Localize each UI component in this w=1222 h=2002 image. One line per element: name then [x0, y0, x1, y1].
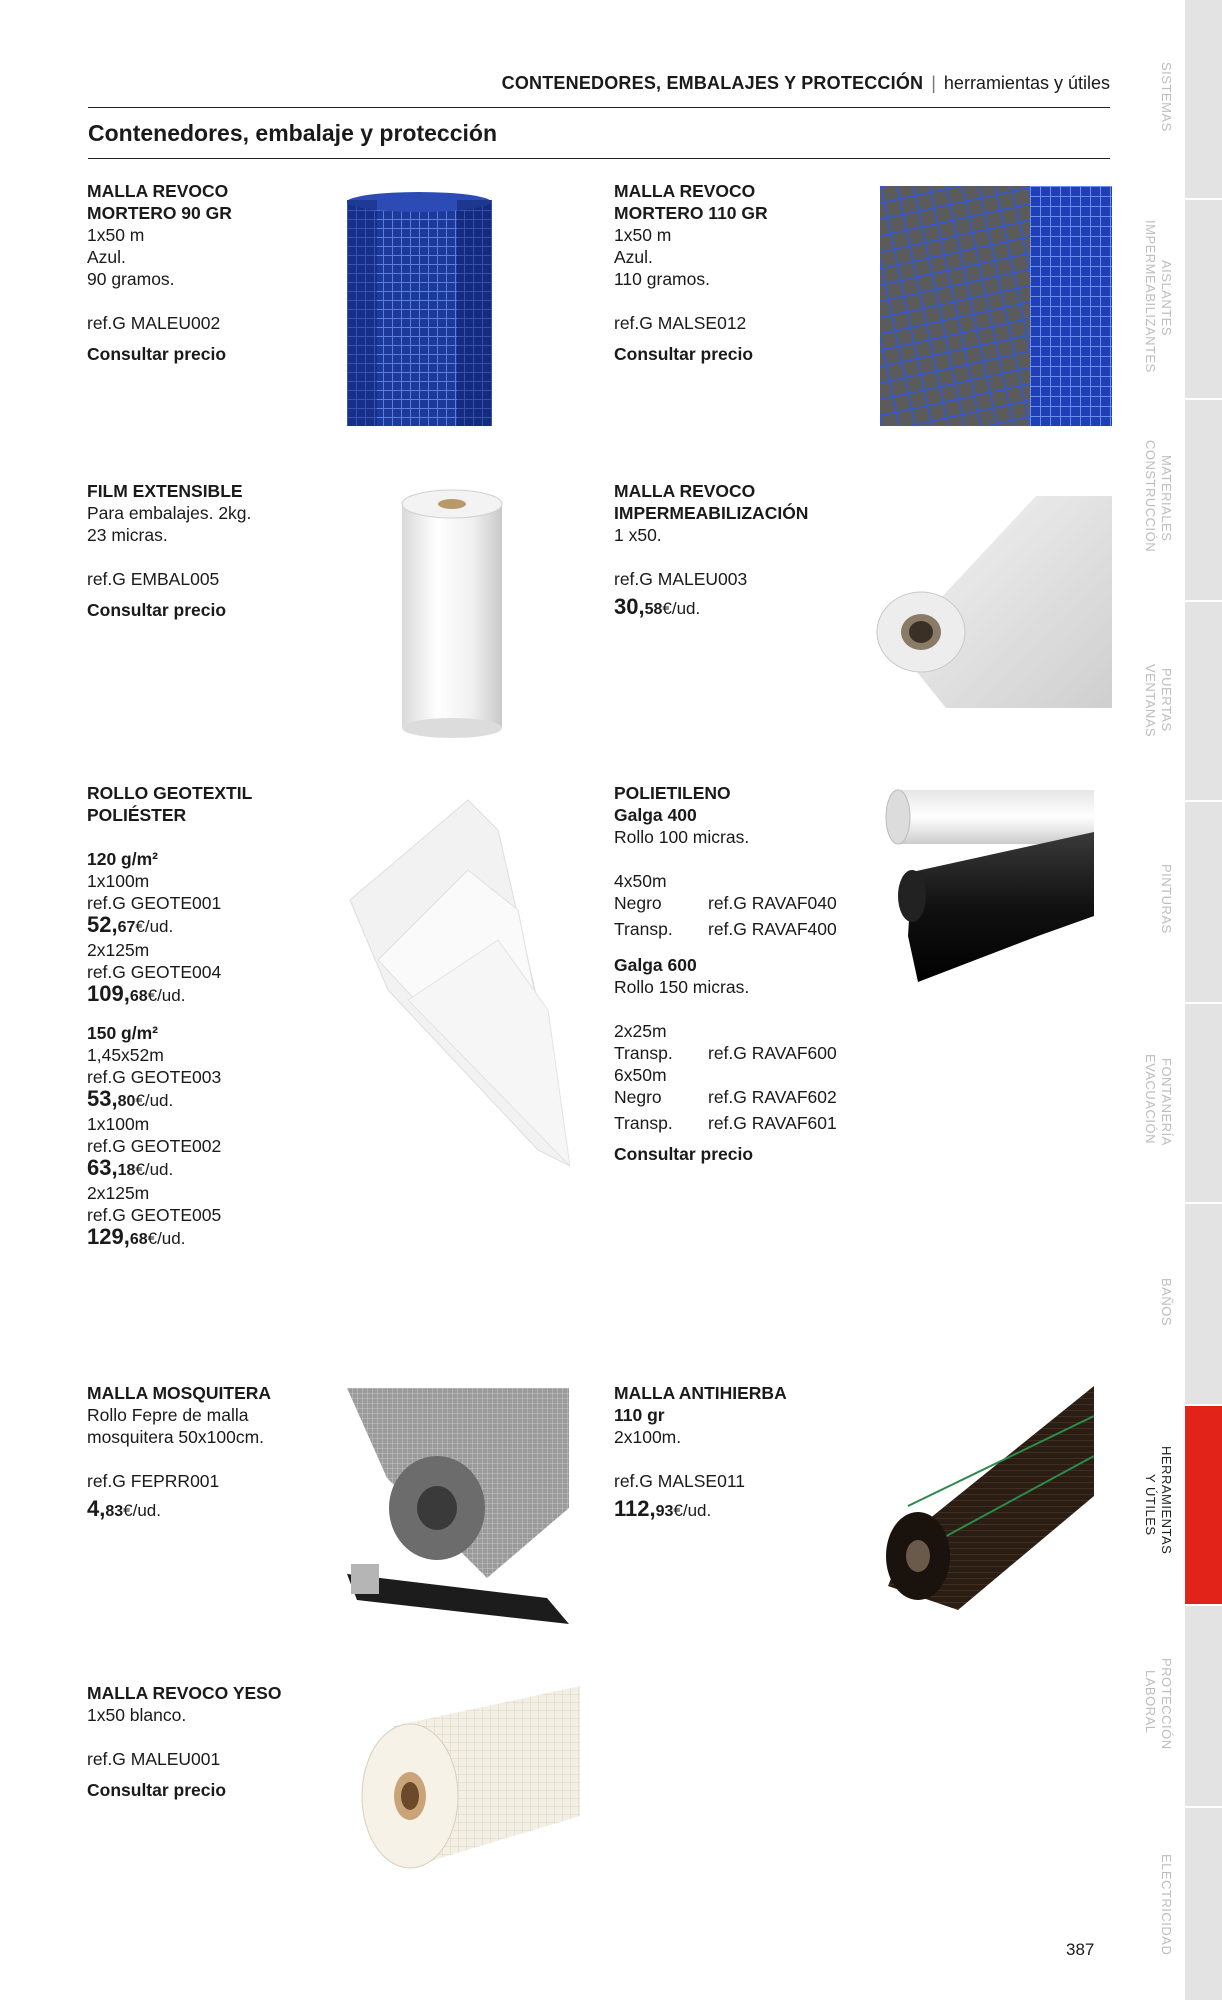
mosquito-net-roll-image — [347, 1388, 569, 1628]
tab-label: LABORAL — [1143, 1670, 1158, 1734]
tab-puertas[interactable] — [1185, 602, 1222, 802]
tab-banos[interactable] — [1185, 1204, 1222, 1406]
title-rule — [88, 158, 1110, 159]
product-ref: ref.G MALSE011 — [614, 1471, 745, 1491]
section-title: Contenedores, embalaje y protección — [88, 120, 498, 146]
product-ref: ref.G MALEU002 — [87, 313, 221, 333]
polyethylene-rolls-image — [878, 786, 1094, 984]
product-malla-antihierba: MALLA ANTIHIERBA 110 gr 2x100m. ref.G MALSE011 112,93€/ud. — [614, 1383, 787, 1521]
tab-label: BAÑOS — [1159, 1278, 1174, 1327]
product-price: 53,80€/ud. — [87, 1086, 174, 1111]
running-header: CONTENEDORES, EMBALAJES Y PROTECCIÓN | herramientas y útiles — [501, 73, 1110, 93]
product-rollo-geotextil: ROLLO GEOTEXTIL POLIÉSTER 120 g/m² 1x100m ref.G GEOTE001 52,67€/ud. 2x125m ref.G GEOTE004 109,68€/ud. 150 g/m² 1,45x52m ref.G GEOTE003 53,80€/ud. 1x100m ref.G GEOTE002 63,18€/ud. 2x125m ref.G GEOTE005 129,68€/ud. — [87, 783, 253, 1249]
tab-label: AISLANTES — [1159, 260, 1174, 337]
weed-barrier-roll-image — [878, 1386, 1094, 1610]
price-link[interactable]: Consultar precio — [87, 344, 227, 364]
chapter-tabs — [1185, 0, 1222, 2000]
white-mesh-roll-image — [354, 1686, 580, 1882]
tab-materiales[interactable] — [1185, 400, 1222, 602]
product-price: 30,58€/ud. — [614, 594, 701, 619]
tab-fontaneria[interactable] — [1185, 1004, 1222, 1204]
product-ref: ref.G FEPRR001 — [87, 1471, 220, 1491]
product-price: 112,93€/ud. — [614, 1496, 712, 1521]
tab-label: PROTECCIÓN — [1159, 1658, 1174, 1750]
tab-label: SISTEMAS — [1159, 62, 1174, 132]
header-section: CONTENEDORES, EMBALAJES Y PROTECCIÓN — [501, 73, 924, 93]
product-malla-revoco-90: MALLA REVOCO MORTERO 90 GR 1x50 m Azul. 90 gramos. ref.G MALEU002 Consultar precio — [87, 181, 232, 364]
waterproof-mesh-roll-image — [866, 486, 1112, 708]
product-price: 63,18€/ud. — [87, 1155, 174, 1180]
product-price: 52,67€/ud. — [87, 912, 174, 937]
tab-electricidad[interactable] — [1185, 1808, 1222, 2002]
product-price: 4,83€/ud. — [87, 1496, 161, 1521]
product-price: 109,68€/ud. — [87, 981, 186, 1006]
tab-label: PUERTAS — [1159, 668, 1174, 732]
price-link[interactable]: Consultar precio — [87, 600, 227, 620]
header-rule — [88, 107, 1110, 108]
price-link[interactable]: Consultar precio — [87, 1780, 227, 1800]
page-number: 387 — [1066, 1940, 1095, 1959]
product-ref: ref.G MALEU001 — [87, 1749, 221, 1769]
tab-label-active: Y ÚTILES — [1143, 1474, 1158, 1536]
blue-mesh-closeup-image — [880, 186, 1112, 426]
product-ref: ref.G MALEU003 — [614, 569, 748, 589]
tab-label: ELECTRICIDAD — [1159, 1854, 1174, 1956]
product-price: 129,68€/ud. — [87, 1224, 186, 1249]
blue-mesh-roll-image — [347, 192, 492, 426]
grammage-120: 120 g/m² — [87, 849, 158, 869]
tab-herramientas-active[interactable] — [1185, 1406, 1222, 1606]
tab-label: FONTANERÍA — [1159, 1058, 1174, 1146]
tab-label: CONSTRUCCIÓN — [1143, 440, 1158, 553]
geotextile-roll-image — [348, 790, 570, 1166]
product-malla-revoco-yeso: MALLA REVOCO YESO 1x50 blanco. ref.G MALEU001 Consultar precio — [87, 1683, 282, 1800]
tab-label-active: HERRAMIENTAS — [1159, 1446, 1174, 1555]
stretch-film-roll-image — [392, 488, 512, 740]
tab-label: EVACUACIÓN — [1143, 1054, 1158, 1144]
price-link[interactable]: Consultar precio — [614, 1144, 754, 1164]
tab-label: IMPERMEABILIZANTES — [1143, 220, 1158, 373]
product-malla-impermeabilizacion: MALLA REVOCO IMPERMEABILIZACIÓN 1 x50. ref.G MALEU003 30,58€/ud. — [614, 481, 809, 619]
grammage-150: 150 g/m² — [87, 1023, 158, 1043]
tab-aislantes[interactable] — [1185, 200, 1222, 400]
tab-proteccion[interactable] — [1185, 1606, 1222, 1808]
tab-label: PINTURAS — [1159, 864, 1174, 934]
product-polietileno: POLIETILENO Galga 400 Rollo 100 micras. 4x50m Negro ref.G RAVAF040 Transp. ref.G RAVAF400 Galga 600 Rollo 150 micras. 2x25m Transp. ref.G RAVAF600 6x50m Negro ref.G RAVAF602 Transp. ref.G RAVAF601 Consultar precio — [614, 783, 837, 1164]
tab-pinturas[interactable] — [1185, 802, 1222, 1004]
product-film-extensible: FILM EXTENSIBLE Para embalajes. 2kg. 23 micras. ref.G EMBAL005 Consultar precio — [87, 481, 252, 620]
product-malla-revoco-110: MALLA REVOCO MORTERO 110 GR 1x50 m Azul. 110 gramos. ref.G MALSE012 Consultar precio — [614, 181, 768, 364]
price-link[interactable]: Consultar precio — [614, 344, 754, 364]
product-ref: ref.G EMBAL005 — [87, 569, 220, 589]
tab-label: VENTANAS — [1143, 664, 1158, 738]
tab-sistemas[interactable] — [1185, 0, 1222, 200]
product-ref: ref.G MALSE012 — [614, 313, 747, 333]
product-malla-mosquitera: MALLA MOSQUITERA Rollo Fepre de malla mosquitera 50x100cm. ref.G FEPRR001 4,83€/ud. — [87, 1383, 272, 1521]
header-category: herramientas y útiles — [943, 73, 1110, 93]
tab-label: MATERIALES — [1159, 455, 1174, 542]
